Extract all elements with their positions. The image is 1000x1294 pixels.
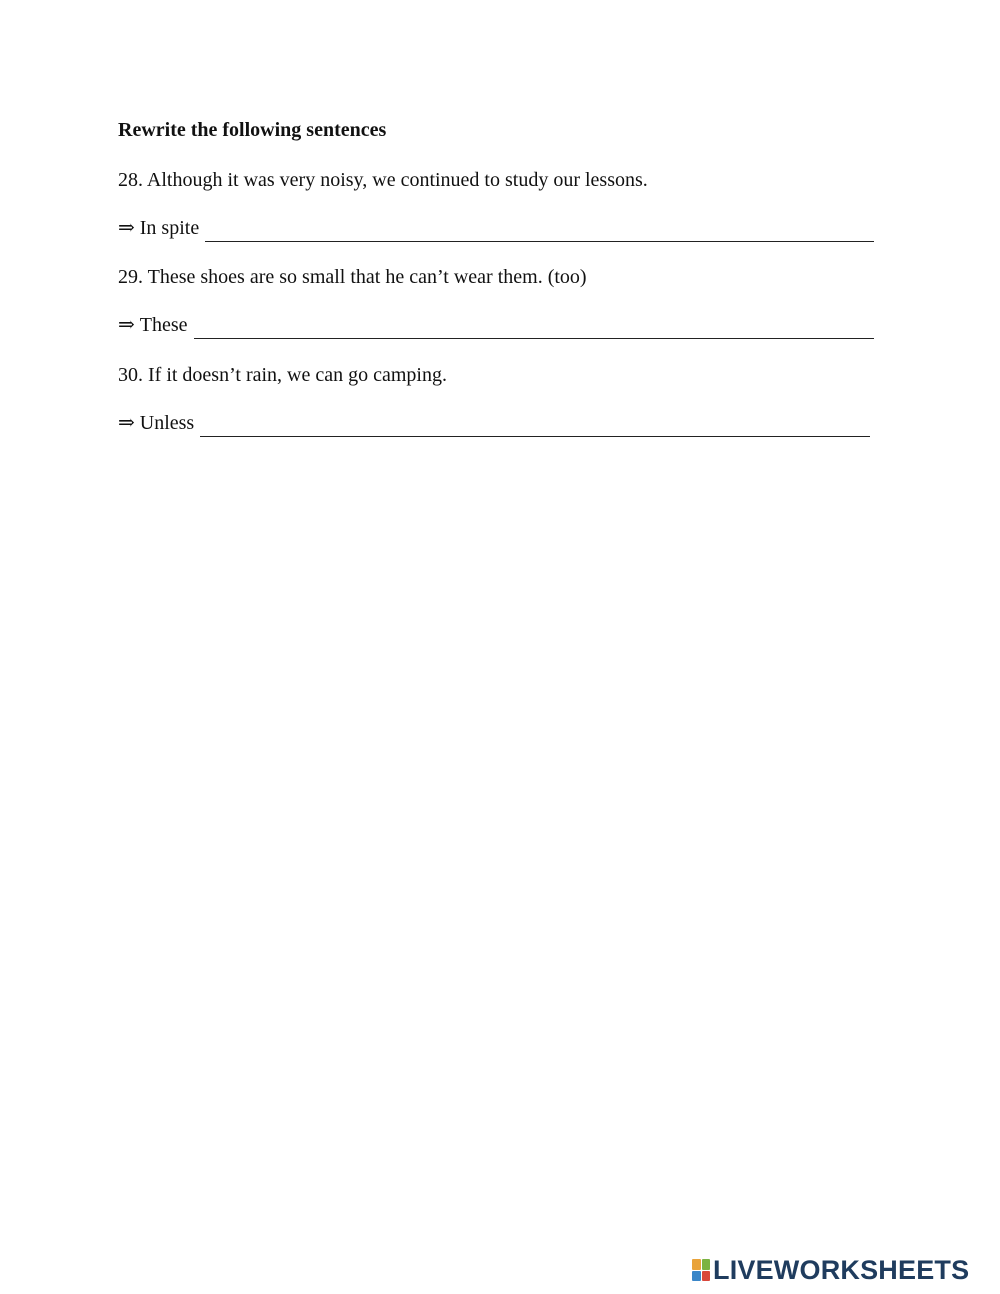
logo-text: LIVEWORKSHEETS — [713, 1255, 970, 1285]
question-30-prompt: 30. If it doesn’t rain, we can go camping. — [118, 364, 447, 386]
liveworksheets-logo — [692, 1255, 969, 1285]
answer-start-28: In spite — [139, 217, 200, 239]
worksheet-heading: Rewrite the following sentences — [118, 119, 387, 141]
answer-row-28 — [118, 215, 874, 241]
answer-start-30: Unless — [139, 412, 195, 434]
implies-arrow-icon: ⇒ — [118, 412, 135, 434]
answer-blank-28[interactable] — [205, 219, 874, 242]
implies-arrow-icon: ⇒ — [118, 314, 135, 336]
implies-arrow-icon: ⇒ — [118, 217, 135, 239]
answer-start-29: These — [139, 314, 188, 336]
answer-blank-29[interactable] — [194, 316, 874, 339]
question-28-prompt: 28. Although it was very noisy, we continued to study our lessons. — [118, 169, 648, 191]
answer-row-30 — [118, 410, 870, 436]
answer-row-29 — [118, 312, 874, 338]
question-29-prompt: 29. These shoes are so small that he can’t wear them. (too) — [118, 266, 587, 288]
liveworksheets-logo-icon — [692, 1259, 710, 1281]
answer-blank-30[interactable] — [200, 414, 870, 437]
